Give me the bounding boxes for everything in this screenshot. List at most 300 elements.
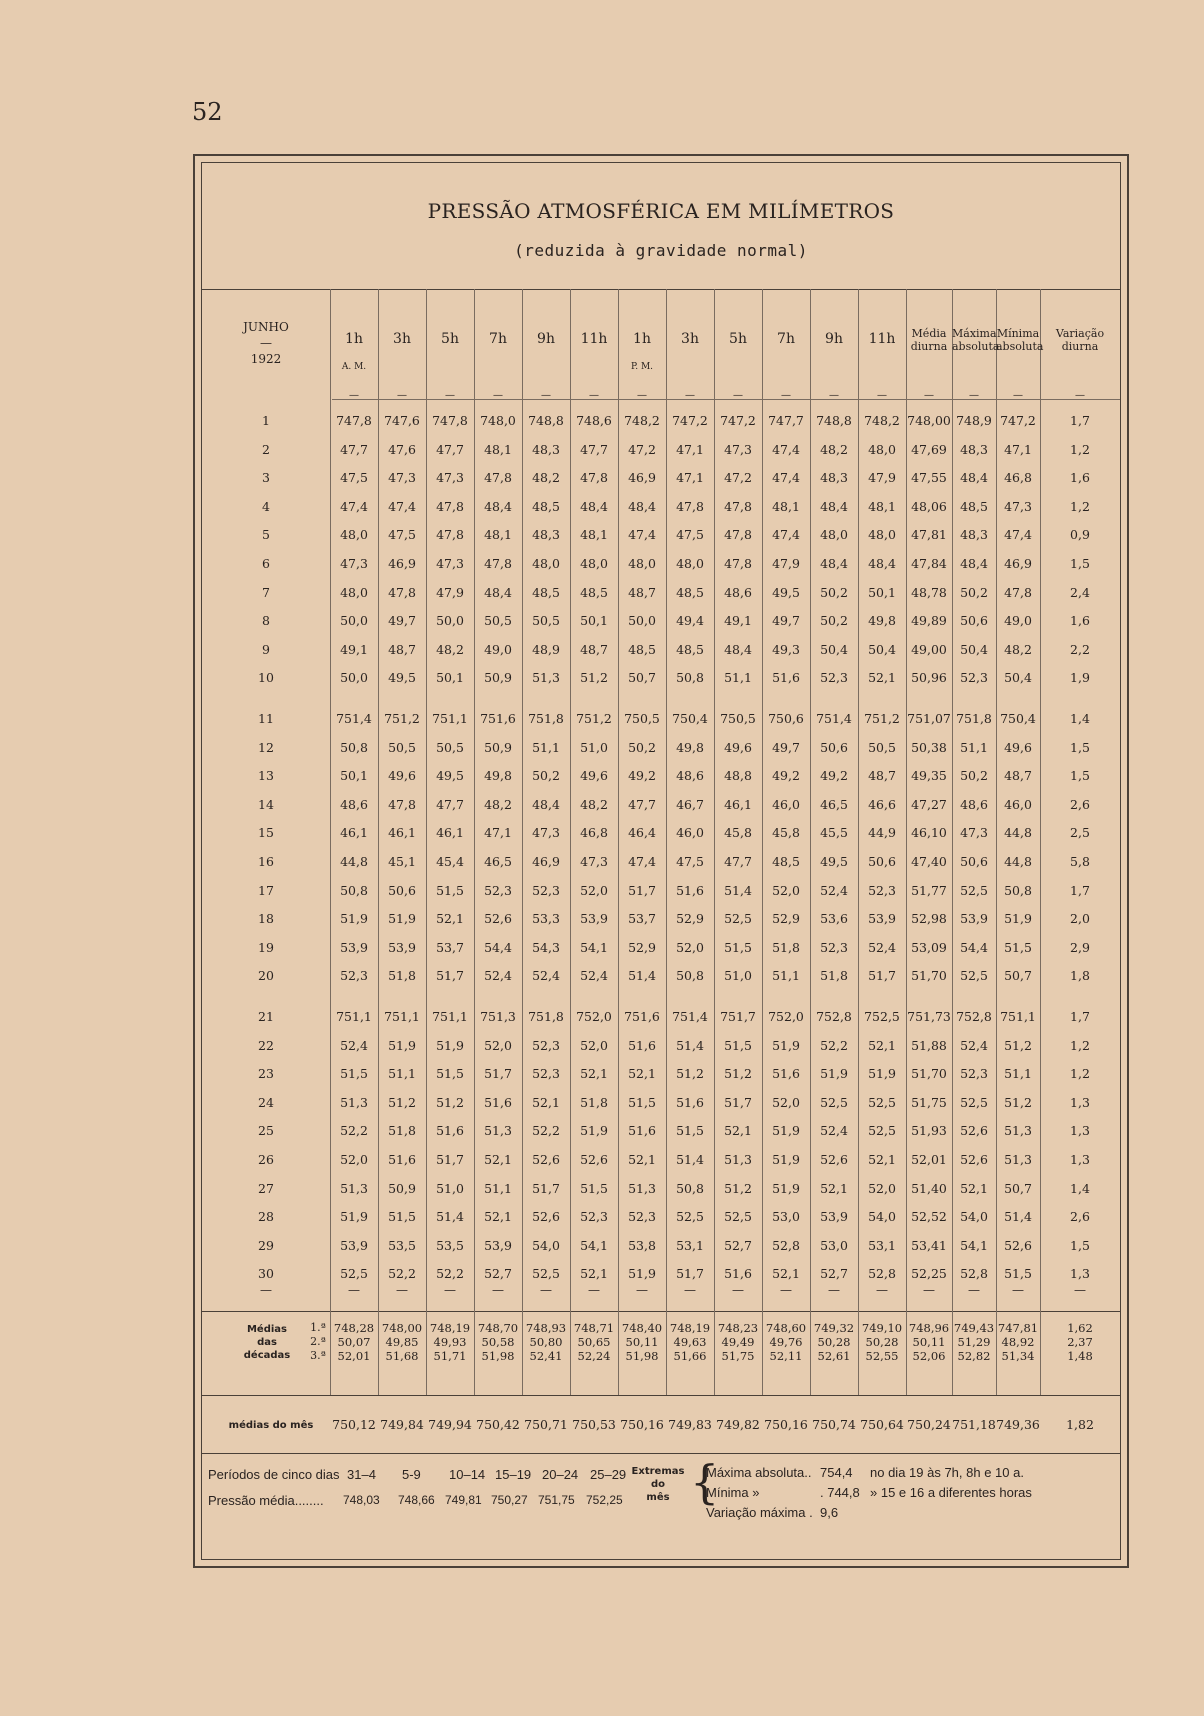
table-cell: 747,2	[720, 413, 756, 428]
periodo-value: 25–29	[590, 1467, 627, 1482]
table-cell: 51,5	[436, 1066, 464, 1082]
table-cell: 53,1	[868, 1237, 896, 1253]
header-hour: 3h	[681, 331, 699, 347]
table-cell: 52,1	[580, 1066, 608, 1082]
table-cell: 49,8	[868, 613, 896, 629]
table-cell: 53,8	[628, 1237, 656, 1253]
periodos-label: Períodos de cinco dias	[208, 1467, 340, 1482]
table-cell: 52,5	[868, 1123, 896, 1139]
header-underline: —	[1013, 390, 1023, 401]
table-cell: 751,4	[816, 711, 852, 726]
table-cell: 54,1	[960, 1237, 988, 1253]
row-dash: —	[732, 1283, 744, 1297]
day-number: 1	[262, 413, 270, 428]
table-cell: 751,3	[480, 1009, 516, 1024]
decade-cell: 50,80	[529, 1335, 563, 1349]
table-cell: 747,7	[768, 413, 804, 428]
table-cell: 51,9	[340, 1209, 368, 1225]
table-cell: 48,3	[960, 441, 988, 457]
table-cell: 50,4	[820, 641, 848, 657]
day-number: 15	[258, 825, 274, 841]
header-underline: —	[969, 390, 979, 401]
row-dash: —	[968, 1283, 980, 1297]
table-cell: 49,1	[340, 641, 368, 657]
header-month: JUNHO	[243, 320, 289, 334]
table-cell: 47,8	[484, 470, 512, 486]
decade-index: 1.ª	[310, 1321, 326, 1334]
table-cell: 51,9	[580, 1123, 608, 1139]
table-cell: 1,7	[1070, 882, 1090, 898]
row-dash: —	[260, 1283, 272, 1297]
table-cell: 52,5	[724, 1209, 752, 1225]
table-cell: 50,7	[628, 670, 656, 686]
header-underline: —	[637, 390, 647, 401]
extrema-value: . 744,8	[820, 1485, 860, 1500]
table-cell: 751,7	[720, 1009, 756, 1024]
table-cell: 51,9	[820, 1066, 848, 1082]
table-cell: 44,8	[340, 854, 368, 869]
table-cell: 52,4	[580, 968, 608, 984]
decade-cell: 748,00	[381, 1321, 423, 1335]
table-cell: 45,4	[436, 854, 464, 869]
table-cell: 1,7	[1070, 1009, 1090, 1024]
decade-cell: 748,28	[333, 1321, 375, 1335]
table-cell: 748,00	[907, 413, 951, 428]
table-cell: 48,1	[580, 527, 608, 543]
table-cell: 48,6	[724, 584, 752, 600]
periodo-value: 15–19	[495, 1467, 532, 1482]
table-cell: 51,3	[1004, 1123, 1032, 1139]
extrema-label: Mínima »	[706, 1485, 760, 1500]
decade-cell: 48,92	[1001, 1335, 1035, 1349]
table-cell: 47,6	[388, 441, 416, 457]
table-cell: 52,1	[484, 1152, 512, 1167]
table-cell: 50,7	[1004, 968, 1032, 984]
table-cell: 51,88	[911, 1037, 947, 1053]
table-cell: 52,2	[436, 1266, 464, 1282]
table-cell: 52,6	[1004, 1237, 1032, 1253]
table-cell: 54,4	[960, 939, 988, 955]
table-cell: 48,3	[532, 527, 560, 543]
table-cell: 49,6	[724, 739, 752, 755]
table-cell: 2,2	[1070, 641, 1090, 657]
decade-cell: 51,29	[957, 1335, 991, 1349]
table-cell: 52,5	[820, 1094, 848, 1110]
table-cell: 46,6	[868, 796, 896, 812]
table-cell: 50,8	[676, 1180, 704, 1196]
table-cell: 49,2	[772, 768, 800, 784]
table-cell: 49,00	[911, 641, 947, 657]
table-cell: 51,2	[724, 1066, 752, 1082]
table-cell: 50,96	[911, 670, 947, 686]
decade-cell: 749,43	[953, 1321, 995, 1335]
header-underline: —	[349, 390, 359, 401]
table-cell: 48,4	[532, 796, 560, 812]
pressao-value: 748,66	[398, 1493, 435, 1507]
table-cell: 52,6	[960, 1123, 988, 1139]
extrema-when: no dia 19 às 7h, 8h e 10 a.	[870, 1465, 1024, 1480]
table-cell: 51,3	[724, 1152, 752, 1167]
table-cell: 51,2	[724, 1180, 752, 1196]
table-cell: 50,4	[868, 641, 896, 657]
table-cell: 51,77	[911, 882, 947, 898]
table-cell: 53,9	[580, 911, 608, 927]
table-cell: 2,6	[1070, 1209, 1090, 1225]
table-cell: 48,1	[868, 498, 896, 514]
table-cell: 47,8	[436, 527, 464, 543]
table-cell: 52,4	[484, 968, 512, 984]
table-cell: 2,6	[1070, 796, 1090, 812]
decade-cell: 49,93	[433, 1335, 467, 1349]
table-cell: 48,4	[724, 641, 752, 657]
header-hour: 5h	[441, 331, 459, 347]
decade-index: 2.ª	[310, 1335, 326, 1348]
row-dash: —	[540, 1283, 552, 1297]
table-cell: 748,2	[864, 413, 900, 428]
day-number: 26	[258, 1152, 274, 1167]
table-cell: 50,0	[628, 613, 656, 629]
table-cell: 50,4	[1004, 670, 1032, 686]
table-cell: 751,1	[384, 1009, 420, 1024]
table-cell: 51,8	[772, 939, 800, 955]
table-cell: 48,5	[580, 584, 608, 600]
decade-cell: 748,93	[525, 1321, 567, 1335]
table-cell: 50,8	[676, 968, 704, 984]
table-cell: 1,5	[1070, 1237, 1090, 1253]
table-cell: 45,8	[772, 825, 800, 841]
table-cell: 51,7	[532, 1180, 560, 1196]
table-cell: 53,9	[960, 911, 988, 927]
month-rule	[202, 1395, 1120, 1396]
header-underline: —	[877, 390, 887, 401]
day-number: 21	[258, 1009, 274, 1024]
table-cell: 47,7	[724, 854, 752, 869]
table-cell: 51,7	[628, 882, 656, 898]
table-cell: 47,1	[484, 825, 512, 841]
table-cell: 50,6	[960, 854, 988, 869]
table-cell: 46,5	[484, 854, 512, 869]
day-number: 17	[258, 882, 274, 898]
table-cell: 52,4	[820, 1123, 848, 1139]
header-year: 1922	[250, 352, 282, 366]
table-cell: 1,3	[1070, 1266, 1090, 1282]
month-cell: 750,16	[764, 1417, 808, 1432]
table-cell: 51,6	[676, 882, 704, 898]
periodo-value: 20–24	[542, 1467, 579, 1482]
table-cell: 54,1	[580, 1237, 608, 1253]
header-hour: 1h	[345, 331, 363, 347]
header-dash: —	[260, 336, 272, 350]
table-cell: 51,7	[436, 1152, 464, 1167]
day-number: 16	[258, 854, 274, 869]
row-dash: —	[923, 1283, 935, 1297]
table-cell: 52,3	[532, 1066, 560, 1082]
table-cell: 48,4	[484, 584, 512, 600]
table-cell: 52,6	[532, 1209, 560, 1225]
table-cell: 48,4	[868, 556, 896, 571]
table-cell: 53,9	[388, 939, 416, 955]
table-cell: 48,06	[911, 498, 947, 514]
table-cell: 48,5	[772, 854, 800, 869]
table-cell: 47,8	[724, 527, 752, 543]
table-cell: 47,27	[911, 796, 947, 812]
table-cell: 54,1	[580, 939, 608, 955]
table-cell: 51,5	[436, 882, 464, 898]
footer-rule	[202, 1453, 1120, 1454]
table-cell: 50,2	[532, 768, 560, 784]
table-cell: 51,3	[628, 1180, 656, 1196]
table-cell: 51,70	[911, 1066, 947, 1082]
decade-cell: 51,34	[1001, 1349, 1035, 1363]
header-pm: P. M.	[630, 362, 654, 372]
table-cell: 751,1	[432, 1009, 468, 1024]
table-cell: 52,3	[628, 1209, 656, 1225]
header-hour: 9h	[537, 331, 555, 347]
table-cell: 46,4	[628, 825, 656, 841]
table-cell: 47,3	[960, 825, 988, 841]
table-cell: 46,10	[911, 825, 947, 841]
row-dash: —	[396, 1283, 408, 1297]
table-cell: 747,8	[432, 413, 468, 428]
day-number: 2	[262, 441, 270, 457]
header-underline: —	[541, 390, 551, 401]
table-cell: 1,8	[1070, 968, 1090, 984]
table-cell: 750,4	[672, 711, 708, 726]
table-cell: 47,8	[388, 584, 416, 600]
table-cell: 51,3	[1004, 1152, 1032, 1167]
table-cell: 2,5	[1070, 825, 1090, 841]
decade-cell: 49,85	[385, 1335, 419, 1349]
table-cell: 47,5	[340, 470, 368, 486]
table-cell: 46,8	[580, 825, 608, 841]
table-cell: 46,1	[724, 796, 752, 812]
table-cell: 48,3	[960, 527, 988, 543]
table-cell: 748,8	[816, 413, 852, 428]
table-cell: 48,1	[772, 498, 800, 514]
table-cell: 51,8	[388, 968, 416, 984]
table-cell: 49,8	[676, 739, 704, 755]
table-cell: 47,5	[676, 527, 704, 543]
table-cell: 52,1	[820, 1180, 848, 1196]
header-underline: —	[1075, 390, 1085, 401]
table-cell: 53,5	[436, 1237, 464, 1253]
table-cell: 48,2	[532, 470, 560, 486]
table-cell: 49,1	[724, 613, 752, 629]
table-cell: 51,2	[388, 1094, 416, 1110]
table-cell: 51,5	[388, 1209, 416, 1225]
header-am: A. M.	[341, 362, 367, 372]
table-cell: 53,1	[676, 1237, 704, 1253]
table-cell: 51,75	[911, 1094, 947, 1110]
table-cell: 47,9	[436, 584, 464, 600]
table-cell: 47,8	[436, 498, 464, 514]
decade-cell: 52,06	[912, 1349, 946, 1363]
table-cell: 52,0	[772, 1094, 800, 1110]
decade-cell: 52,24	[577, 1349, 611, 1363]
table-cell: 751,1	[336, 1009, 372, 1024]
table-cell: 51,6	[628, 1123, 656, 1139]
decade-cell: 747,81	[997, 1321, 1039, 1335]
table-cell: 747,8	[336, 413, 372, 428]
table-cell: 52,3	[868, 882, 896, 898]
table-cell: 751,6	[480, 711, 516, 726]
table-cell: 48,0	[580, 556, 608, 571]
table-cell: 49,3	[772, 641, 800, 657]
header-underline: —	[781, 390, 791, 401]
table-cell: 0,9	[1070, 527, 1090, 543]
table-cell: 48,2	[820, 441, 848, 457]
table-cell: 50,5	[388, 739, 416, 755]
header-hour: 3h	[393, 331, 411, 347]
table-cell: 47,55	[911, 470, 947, 486]
row-dash: —	[876, 1283, 888, 1297]
table-cell: 52,1	[868, 1152, 896, 1167]
table-title: PRESSÃO ATMOSFÉRICA EM MILÍMETROS	[427, 199, 895, 223]
table-cell: 751,07	[907, 711, 951, 726]
table-cell: 52,2	[388, 1266, 416, 1282]
table-cell: 748,9	[956, 413, 992, 428]
table-cell: 50,2	[820, 584, 848, 600]
day-number: 12	[258, 739, 274, 755]
table-cell: 1,4	[1070, 1180, 1090, 1196]
table-cell: 47,3	[1004, 498, 1032, 514]
month-cell: 1,82	[1066, 1417, 1094, 1432]
table-cell: 48,3	[820, 470, 848, 486]
table-cell: 50,6	[960, 613, 988, 629]
table-cell: 53,7	[628, 911, 656, 927]
table-cell: 52,01	[911, 1152, 947, 1167]
day-number: 5	[262, 527, 270, 543]
decade-cell: 51,98	[481, 1349, 515, 1363]
decade-cell: 748,71	[573, 1321, 615, 1335]
table-cell: 748,2	[624, 413, 660, 428]
table-cell: 46,0	[676, 825, 704, 841]
month-cell: 750,71	[524, 1417, 568, 1432]
table-cell: 748,6	[576, 413, 612, 428]
table-cell: 51,9	[340, 911, 368, 927]
table-cell: 50,1	[868, 584, 896, 600]
header-underline: —	[445, 390, 455, 401]
table-cell: 52,1	[532, 1094, 560, 1110]
table-cell: 47,3	[388, 470, 416, 486]
table-cell: 51,9	[772, 1180, 800, 1196]
day-number: 19	[258, 939, 274, 955]
month-cell: 749,82	[716, 1417, 760, 1432]
table-cell: 52,4	[868, 939, 896, 955]
table-cell: 51,9	[388, 911, 416, 927]
table-cell: 51,6	[388, 1152, 416, 1167]
table-cell: 1,3	[1070, 1123, 1090, 1139]
decade-cell: 50,07	[337, 1335, 371, 1349]
table-cell: 48,8	[724, 768, 752, 784]
table-cell: 51,0	[724, 968, 752, 984]
table-cell: 53,9	[340, 1237, 368, 1253]
table-cell: 52,1	[868, 1037, 896, 1053]
table-cell: 751,6	[624, 1009, 660, 1024]
header-underline: —	[493, 390, 503, 401]
table-cell: 47,3	[436, 556, 464, 571]
table-cell: 751,1	[1000, 1009, 1036, 1024]
table-cell: 52,0	[772, 882, 800, 898]
day-number: 30	[258, 1266, 274, 1282]
table-cell: 48,9	[532, 641, 560, 657]
table-cell: 750,5	[720, 711, 756, 726]
row-dash: —	[636, 1283, 648, 1297]
table-cell: 52,3	[580, 1209, 608, 1225]
table-cell: 48,3	[532, 441, 560, 457]
table-cell: 46,1	[340, 825, 368, 841]
table-cell: 49,5	[388, 670, 416, 686]
table-cell: 51,4	[1004, 1209, 1032, 1225]
table-cell: 51,40	[911, 1180, 947, 1196]
table-cell: 51,6	[772, 1066, 800, 1082]
table-cell: 751,8	[528, 1009, 564, 1024]
decade-cell: 50,28	[865, 1335, 899, 1349]
decade-cell: 49,63	[673, 1335, 707, 1349]
day-number: 23	[258, 1066, 274, 1082]
table-cell: 51,2	[1004, 1094, 1032, 1110]
day-number: 11	[258, 711, 274, 726]
table-cell: 51,0	[580, 739, 608, 755]
header-hour: 9h	[825, 331, 843, 347]
day-number: 18	[258, 911, 274, 927]
table-cell: 52,5	[960, 882, 988, 898]
decade-cell: 50,65	[577, 1335, 611, 1349]
table-cell: 51,5	[724, 1037, 752, 1053]
day-number: 28	[258, 1209, 274, 1225]
header-hour: 11h	[868, 331, 896, 347]
table-cell: 48,2	[484, 796, 512, 812]
header-underline: —	[589, 390, 599, 401]
decade-cell: 1,48	[1067, 1349, 1093, 1363]
table-cell: 751,4	[672, 1009, 708, 1024]
day-number: 3	[262, 470, 270, 486]
page-number: 52	[192, 98, 223, 126]
table-cell: 48,2	[580, 796, 608, 812]
table-cell: 47,69	[911, 441, 947, 457]
table-cell: 53,9	[340, 939, 368, 955]
table-cell: 2,4	[1070, 584, 1090, 600]
table-cell: 48,5	[676, 584, 704, 600]
decade-cell: 2,37	[1067, 1335, 1093, 1349]
table-cell: 47,3	[724, 441, 752, 457]
decade-cell: 748,96	[908, 1321, 950, 1335]
table-cell: 51,5	[1004, 939, 1032, 955]
table-cell: 52,5	[868, 1094, 896, 1110]
table-cell: 47,81	[911, 527, 947, 543]
table-cell: 48,7	[580, 641, 608, 657]
row-dash: —	[492, 1283, 504, 1297]
table-cell: 47,3	[580, 854, 608, 869]
table-cell: 49,8	[484, 768, 512, 784]
table-subtitle: (reduzida à gravidade normal)	[514, 241, 808, 260]
table-cell: 48,5	[960, 498, 988, 514]
table-cell: 51,4	[628, 968, 656, 984]
table-cell: 48,4	[580, 498, 608, 514]
row-dash: —	[1074, 1283, 1086, 1297]
table-cell: 47,9	[772, 556, 800, 571]
table-cell: 1,9	[1070, 670, 1090, 686]
month-cell: 749,84	[380, 1417, 424, 1432]
table-cell: 51,6	[436, 1123, 464, 1139]
header-underline: —	[685, 390, 695, 401]
table-cell: 52,8	[960, 1266, 988, 1282]
table-cell: 47,7	[340, 441, 368, 457]
decade-cell: 748,23	[717, 1321, 759, 1335]
table-cell: 50,0	[340, 613, 368, 629]
row-dash: —	[684, 1283, 696, 1297]
table-cell: 47,3	[532, 825, 560, 841]
